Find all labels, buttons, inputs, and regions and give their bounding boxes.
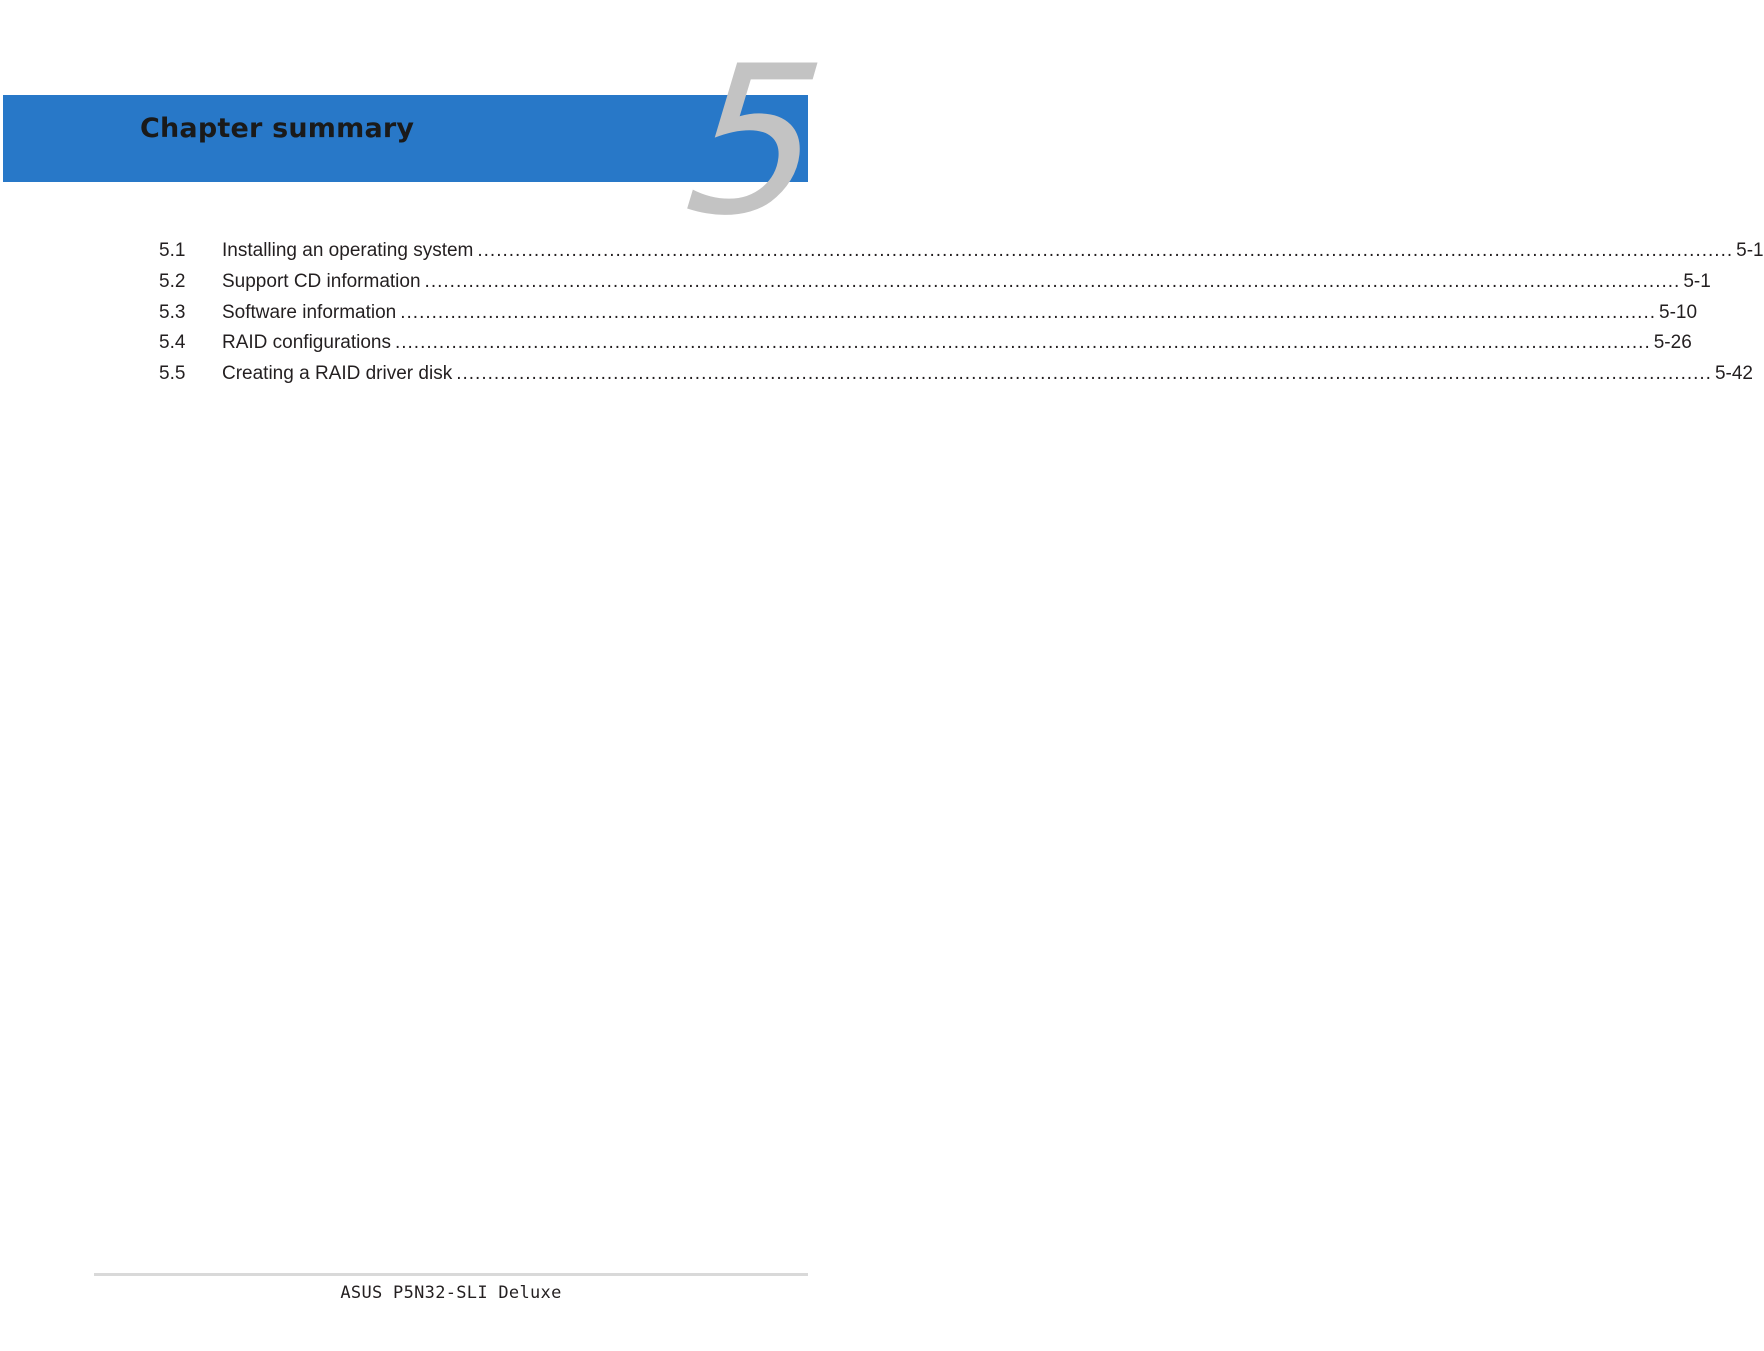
toc-entry-title: Support CD information	[222, 270, 421, 292]
toc-entry-number: 5.2	[159, 270, 186, 292]
toc-entry[interactable]	[159, 332, 1692, 363]
dot-leader: ........................................................................................................................................................................................................	[400, 301, 1657, 323]
toc-entry-title: Software information	[222, 301, 397, 323]
dot-leader: ........................................................................................................................................................................................................	[394, 332, 1651, 354]
toc-entry[interactable]	[159, 270, 1711, 302]
toc-entry-page: 5-1	[1736, 240, 1764, 261]
toc-entry-page: 5-1	[1683, 270, 1711, 292]
dot-leader: ........................................................................................................................................................................................................	[424, 270, 1681, 292]
chapter-number: 5	[677, 23, 833, 261]
dot-leader: ........................................................................................................................................................................................................	[456, 363, 1712, 384]
footer-rule	[94, 1273, 808, 1276]
toc-entry-number: 5.3	[159, 301, 186, 323]
toc-entry-page: 5-42	[1714, 363, 1753, 384]
toc-entry-number: 5.5	[159, 363, 186, 384]
table-of-contents	[159, 240, 1764, 394]
toc-entry-number: 5.1	[159, 240, 186, 261]
toc-entry-title: Creating a RAID driver disk	[222, 363, 453, 384]
chapter-title: Chapter summary	[140, 113, 415, 144]
footer-product-name: ASUS P5N32-SLI Deluxe	[340, 1283, 562, 1303]
dot-leader: ........................................................................................................................................................................................................	[477, 240, 1734, 261]
toc-entry[interactable]	[159, 363, 1753, 394]
toc-entry-title: Installing an operating system	[222, 240, 474, 261]
toc-entry-number: 5.4	[159, 332, 186, 354]
toc-entry-title: RAID configurations	[222, 332, 391, 354]
toc-entry-page: 5-26	[1653, 332, 1692, 354]
toc-entry-page: 5-10	[1659, 301, 1698, 323]
toc-entry[interactable]	[159, 301, 1698, 333]
toc-entry[interactable]	[159, 240, 1764, 271]
